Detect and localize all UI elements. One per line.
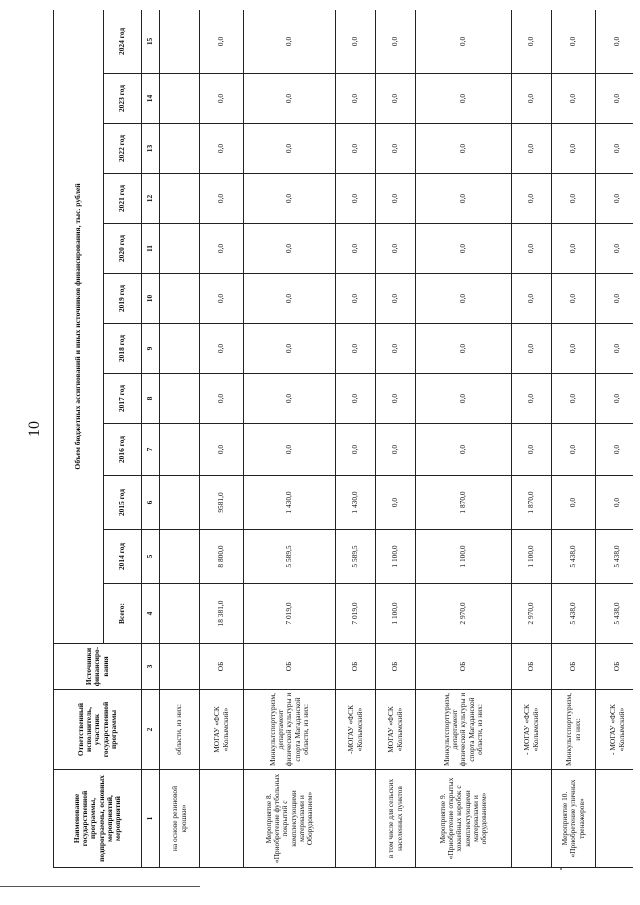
table-row xyxy=(512,10,552,868)
row-year-value: 0,0 xyxy=(596,476,634,530)
column-number: 11 xyxy=(142,224,160,274)
row-funding-source: ОБ xyxy=(552,644,596,690)
row-year-value: 1 100,0 xyxy=(512,530,552,584)
table-body xyxy=(160,10,634,868)
row-year-value xyxy=(160,476,200,530)
row-year-value: 0,0 xyxy=(336,374,376,424)
row-responsible: -МОГАУ «ФСК «Колымский» xyxy=(336,690,376,770)
row-total-value: 1 100,0 xyxy=(376,584,416,644)
row-year-value: 5 438,0 xyxy=(552,530,596,584)
row-year-value: 0,0 xyxy=(200,424,244,476)
row-year-value: 0,0 xyxy=(596,174,634,224)
table-row xyxy=(416,10,512,868)
row-year-value: 0,0 xyxy=(244,424,336,476)
row-responsible: - МОГАУ «ФСК «Колымский» xyxy=(596,690,634,770)
header-year: 2014 год xyxy=(104,530,142,584)
row-year-value: 0,0 xyxy=(244,374,336,424)
row-year-value: 0,0 xyxy=(552,74,596,124)
row-year-value: 0,0 xyxy=(376,476,416,530)
row-year-value: 0,0 xyxy=(596,74,634,124)
row-year-value: 0,0 xyxy=(416,424,512,476)
row-year-value: 0,0 xyxy=(200,124,244,174)
row-funding-source xyxy=(160,644,200,690)
row-year-value xyxy=(160,174,200,224)
row-year-value xyxy=(160,74,200,124)
row-year-value xyxy=(160,374,200,424)
row-year-value: 0,0 xyxy=(512,174,552,224)
row-year-value: 0,0 xyxy=(200,10,244,74)
row-year-value: 1 430,0 xyxy=(336,476,376,530)
row-year-value: 0,0 xyxy=(416,274,512,324)
row-year-value: 0,0 xyxy=(244,10,336,74)
row-year-value: 0,0 xyxy=(376,124,416,174)
row-funding-source: ОБ xyxy=(596,644,634,690)
row-year-value: 0,0 xyxy=(200,224,244,274)
header-program-name: Наименование государственной программы, подпрограммы, основных мероприятий, мероприятий xyxy=(54,770,142,868)
row-year-value: 0,0 xyxy=(200,324,244,374)
row-year-value: 0,0 xyxy=(336,74,376,124)
row-year-value: 0,0 xyxy=(512,10,552,74)
row-funding-source: ОБ xyxy=(336,644,376,690)
table-row xyxy=(552,10,596,868)
header-year: 2018 год xyxy=(104,324,142,374)
header-year: 2022 год xyxy=(104,124,142,174)
row-year-value: 0,0 xyxy=(552,174,596,224)
row-year-value: 0,0 xyxy=(552,324,596,374)
row-responsible: Минкультспорттуризм, департамент физической культуры и спорта Магаданской области, из них: xyxy=(416,690,512,770)
column-number: 2 xyxy=(142,690,160,770)
header-year: 2023 год xyxy=(104,74,142,124)
row-year-value: 0,0 xyxy=(244,124,336,174)
row-year-value: 0,0 xyxy=(552,374,596,424)
row-year-value: 8 800,0 xyxy=(200,530,244,584)
row-year-value: 0,0 xyxy=(416,324,512,374)
row-year-value: 0,0 xyxy=(512,324,552,374)
row-year-value: 0,0 xyxy=(512,424,552,476)
row-year-value xyxy=(160,530,200,584)
row-year-value: 0,0 xyxy=(416,10,512,74)
row-year-value xyxy=(160,224,200,274)
row-year-value: 0,0 xyxy=(596,10,634,74)
header-year: 2021 год xyxy=(104,174,142,224)
row-responsible: Минкультспорттуризм, из них: xyxy=(552,690,596,770)
column-number: 9 xyxy=(142,324,160,374)
row-program-name xyxy=(336,770,376,868)
row-year-value: 0,0 xyxy=(336,274,376,324)
row-year-value: 0,0 xyxy=(336,224,376,274)
row-program-name: Мероприятие 9. «Приобретение открытых хоккейных коробок с комплектующими материалами и оборудованием» xyxy=(416,770,512,868)
row-funding-source: ОБ xyxy=(200,644,244,690)
row-year-value: 0,0 xyxy=(596,424,634,476)
header-total: Всего: xyxy=(104,584,142,644)
column-number: 7 xyxy=(142,424,160,476)
column-number: 8 xyxy=(142,374,160,424)
column-numbers-row xyxy=(142,10,160,868)
header-year: 2024 год xyxy=(104,10,142,74)
row-responsible: МОГАУ «ФСК «Колымский» xyxy=(200,690,244,770)
row-year-value: 0,0 xyxy=(416,374,512,424)
column-number: 4 xyxy=(142,584,160,644)
row-total-value: 2 970,0 xyxy=(416,584,512,644)
column-number: 5 xyxy=(142,530,160,584)
row-year-value: 5 589,5 xyxy=(244,530,336,584)
row-program-name xyxy=(596,770,634,868)
column-number: 15 xyxy=(142,10,160,74)
row-year-value: 9581,0 xyxy=(200,476,244,530)
row-year-value: 0,0 xyxy=(552,124,596,174)
row-year-value xyxy=(160,324,200,374)
row-responsible: Минкультспорттуризм, департамент физической культуры и спорта Магаданской области, из них: xyxy=(244,690,336,770)
row-year-value: 0,0 xyxy=(552,424,596,476)
row-year-value: 5 438,0 xyxy=(596,530,634,584)
row-funding-source: ОБ xyxy=(376,644,416,690)
row-year-value: 0,0 xyxy=(376,174,416,224)
column-number: 3 xyxy=(142,644,160,690)
table-row xyxy=(160,10,200,868)
row-total-value xyxy=(160,584,200,644)
row-total-value: 5 438,0 xyxy=(596,584,634,644)
table-row xyxy=(376,10,416,868)
row-total-value: 2 970,0 xyxy=(512,584,552,644)
header-year: 2016 год xyxy=(104,424,142,476)
column-number: 14 xyxy=(142,74,160,124)
row-year-value: 1 870,0 xyxy=(416,476,512,530)
row-year-value: 0,0 xyxy=(596,124,634,174)
header-year: 2015 год xyxy=(104,476,142,530)
row-year-value: 0,0 xyxy=(336,324,376,374)
row-year-value: 0,0 xyxy=(244,324,336,374)
row-year-value: 0,0 xyxy=(512,224,552,274)
row-year-value: 0,0 xyxy=(512,124,552,174)
row-year-value: 1 430,0 xyxy=(244,476,336,530)
row-year-value: 0,0 xyxy=(376,224,416,274)
header-year: 2019 год xyxy=(104,274,142,324)
budget-table-container xyxy=(53,10,633,868)
scan-dot xyxy=(560,868,562,870)
row-year-value: 0,0 xyxy=(336,124,376,174)
row-year-value: 0,0 xyxy=(596,374,634,424)
row-year-value: 0,0 xyxy=(596,274,634,324)
column-number: 10 xyxy=(142,274,160,324)
column-number: 13 xyxy=(142,124,160,174)
row-year-value: 0,0 xyxy=(244,174,336,224)
row-year-value: 0,0 xyxy=(376,324,416,374)
table-row xyxy=(596,10,634,868)
row-year-value: 0,0 xyxy=(552,274,596,324)
row-year-value: 0,0 xyxy=(200,274,244,324)
column-number: 6 xyxy=(142,476,160,530)
footnote-divider xyxy=(0,886,200,887)
row-year-value: 0,0 xyxy=(512,374,552,424)
column-number: 1 xyxy=(142,770,160,868)
row-program-name: в том числе для сельских населенных пунктов xyxy=(376,770,416,868)
row-responsible: - МОГАУ «ФСК «Колымский» xyxy=(512,690,552,770)
row-program-name: Мероприятие 10. «Приобретение уличных тренажеров» xyxy=(552,770,596,868)
header-funding-volume: Объем бюджетных ассигнований и иных источников финансирования, тыс. рублей xyxy=(54,10,104,644)
row-total-value: 7 019,0 xyxy=(336,584,376,644)
row-year-value: 0,0 xyxy=(376,274,416,324)
row-total-value: 5 438,0 xyxy=(552,584,596,644)
row-program-name: на основе резиновой крошки» xyxy=(160,770,200,868)
row-year-value: 0,0 xyxy=(244,74,336,124)
row-program-name xyxy=(200,770,244,868)
row-year-value xyxy=(160,424,200,476)
row-total-value: 7 019,0 xyxy=(244,584,336,644)
row-year-value xyxy=(160,10,200,74)
row-year-value: 0,0 xyxy=(552,224,596,274)
row-year-value xyxy=(160,274,200,324)
row-year-value: 1 100,0 xyxy=(416,530,512,584)
row-year-value: 0,0 xyxy=(512,274,552,324)
row-year-value: 0,0 xyxy=(376,374,416,424)
row-year-value: 0,0 xyxy=(244,274,336,324)
row-year-value: 0,0 xyxy=(552,476,596,530)
row-year-value xyxy=(160,124,200,174)
row-year-value: 0,0 xyxy=(336,10,376,74)
column-number: 12 xyxy=(142,174,160,224)
table-row xyxy=(200,10,244,868)
row-year-value: 0,0 xyxy=(416,224,512,274)
row-year-value: 0,0 xyxy=(376,10,416,74)
row-year-value: 0,0 xyxy=(376,74,416,124)
row-year-value: 0,0 xyxy=(416,74,512,124)
row-funding-source: ОБ xyxy=(416,644,512,690)
header-responsible: Ответственный исполнитель, участник государственной программы xyxy=(54,690,142,770)
row-year-value: 0,0 xyxy=(336,174,376,224)
row-total-value: 18 381,0 xyxy=(200,584,244,644)
table-row xyxy=(336,10,376,868)
row-year-value: 0,0 xyxy=(200,74,244,124)
row-year-value: 0,0 xyxy=(336,424,376,476)
row-responsible: МОГАУ «ФСК «Колымский» xyxy=(376,690,416,770)
row-year-value: 0,0 xyxy=(596,224,634,274)
row-year-value: 1 870,0 xyxy=(512,476,552,530)
rotated-table-frame xyxy=(53,10,633,868)
row-responsible: области, из них: xyxy=(160,690,200,770)
row-year-value: 5 589,5 xyxy=(336,530,376,584)
row-year-value: 0,0 xyxy=(552,10,596,74)
header-year: 2017 год xyxy=(104,374,142,424)
budget-table xyxy=(53,10,633,868)
row-funding-source: ОБ xyxy=(512,644,552,690)
row-year-value: 0,0 xyxy=(512,74,552,124)
table-row xyxy=(244,10,336,868)
row-funding-source: ОБ xyxy=(244,644,336,690)
row-year-value: 0,0 xyxy=(416,124,512,174)
row-program-name: Мероприятие 8. «Приобретение футбольных покрытий с комплектующими материалами и Оборудованием» xyxy=(244,770,336,868)
row-program-name xyxy=(512,770,552,868)
row-year-value: 1 100,0 xyxy=(376,530,416,584)
row-year-value: 0,0 xyxy=(200,174,244,224)
row-year-value: 0,0 xyxy=(376,424,416,476)
row-year-value: 0,0 xyxy=(244,224,336,274)
header-year: 2020 год xyxy=(104,224,142,274)
header-funding-source: Источники финансиро-вания xyxy=(54,644,142,690)
row-year-value: 0,0 xyxy=(416,174,512,224)
row-year-value: 0,0 xyxy=(200,374,244,424)
page-number: 10 xyxy=(26,421,43,437)
row-year-value: 0,0 xyxy=(596,324,634,374)
